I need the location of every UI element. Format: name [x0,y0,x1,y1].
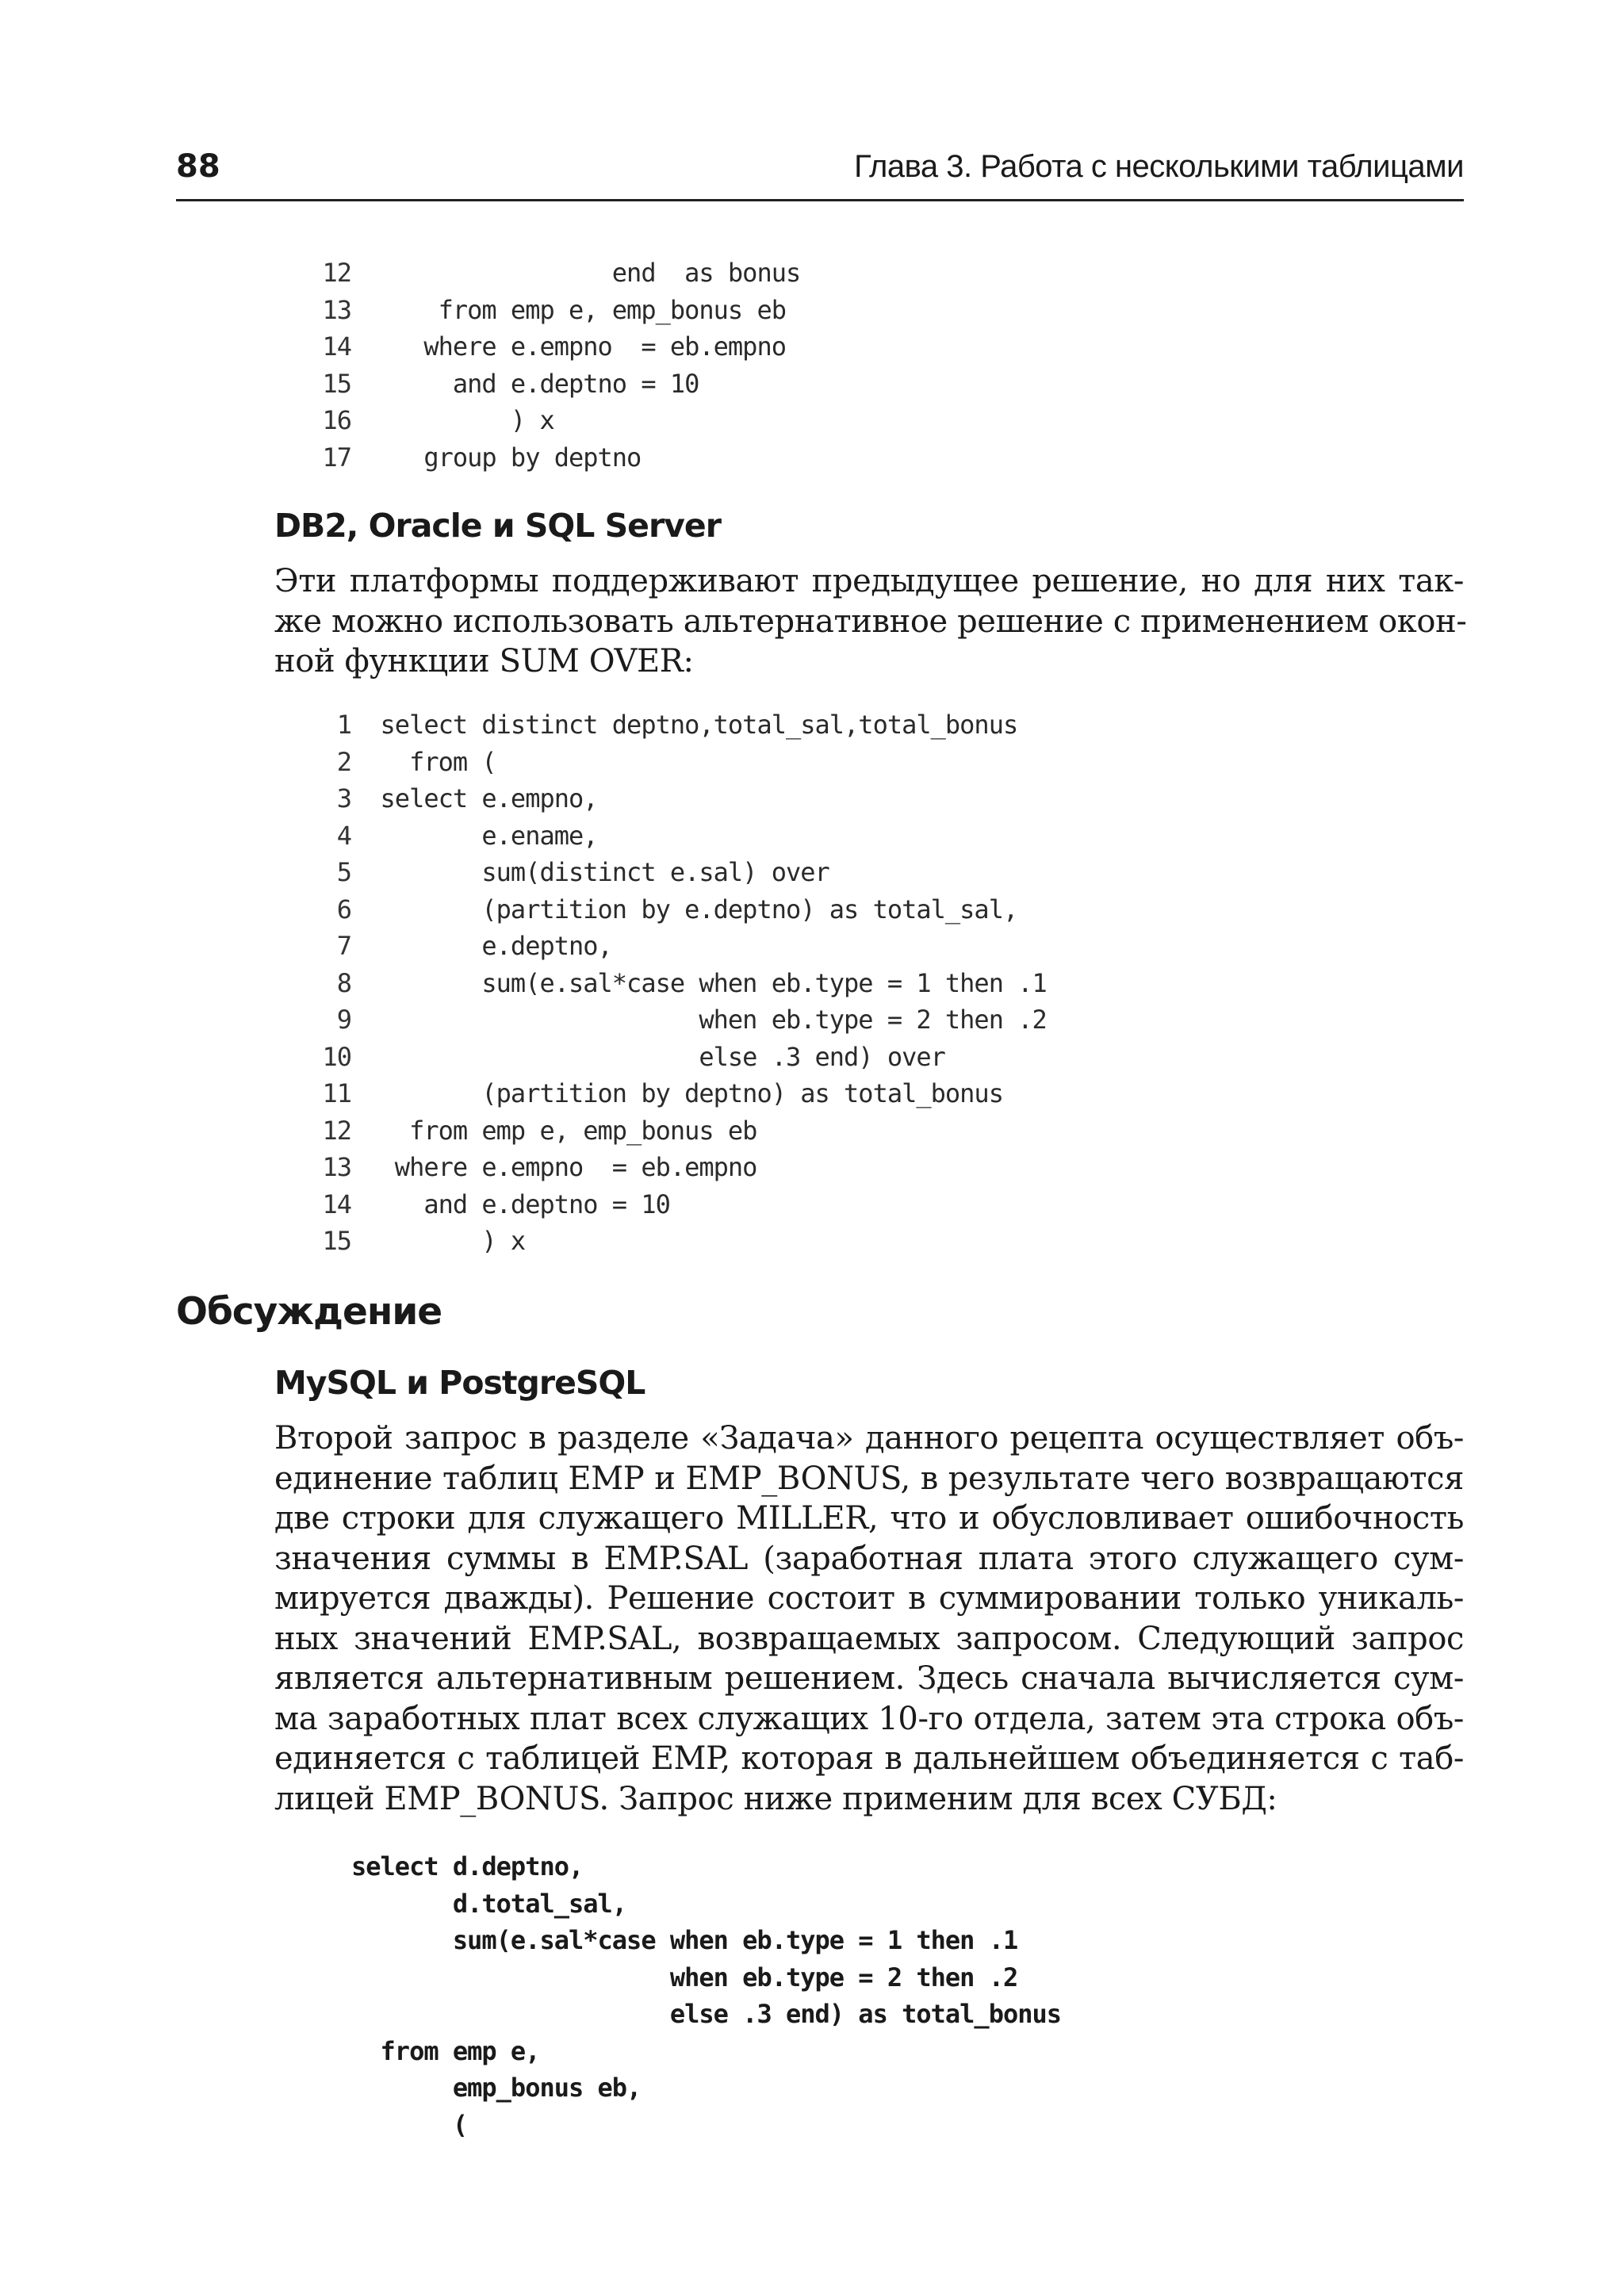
section-heading-mysql-postgresql: MySQL и PostgreSQL [274,1364,645,1402]
line-number: 12 [322,258,351,288]
code-line [282,1116,756,1146]
code-line [282,710,1017,740]
code-line: emp_bonus eb, [351,2073,642,2103]
code-line: select d.deptno, [351,1851,584,1881]
code-text: from emp e, emp_bonus eb [409,294,786,325]
paragraph-line: единяется с таблицей EMP, которая в дальнейшем объединяется с таб- [274,1740,1464,1777]
line-number: 4 [336,820,351,851]
line-number: 14 [322,1189,351,1219]
line-number: 8 [336,967,351,998]
line-number: 16 [322,405,351,435]
code-text: and e.deptno = 10 [409,368,699,399]
line-number: 10 [322,1041,351,1072]
code-line [282,968,1047,998]
code-text: e.ename, [380,820,598,851]
code-text: select e.empno, [380,783,598,813]
paragraph-line: мируется дважды). Решение состоит в суммировании только уникаль- [274,1580,1464,1617]
section-heading-db2-oracle-sqlserver: DB2, Oracle и SQL Server [274,507,721,545]
code-listing-sum-over [282,706,1047,1260]
paragraph-line: же можно использовать альтернативное решение с применением окон- [274,603,1467,640]
paragraph-mysql-discussion [274,1418,1464,1819]
paragraph-line: лицей EMP_BONUS. Запрос ниже применим для всех СУБД: [274,1780,1277,1817]
code-line: ( [351,2109,468,2140]
code-line: d.total_sal, [351,1888,627,1919]
page-number: 88 [176,148,220,185]
code-line [282,783,598,813]
chapter-title: Глава 3. Работа с несколькими таблицами [854,149,1464,184]
code-text: and e.deptno = 10 [380,1189,670,1219]
paragraph-line: значения суммы в EMP.SAL (заработная плата этого служащего сум- [274,1540,1464,1577]
line-number: 1 [336,710,351,740]
line-number: 6 [336,894,351,924]
line-number: 11 [322,1078,351,1108]
code-line: when eb.type = 2 then .2 [351,1962,1018,1992]
code-line [282,1152,756,1182]
paragraph-line: ной функции SUM OVER: [274,643,694,679]
code-line [282,894,1017,924]
code-line [282,369,699,399]
code-line [282,931,612,961]
code-listing-continued [282,255,800,476]
line-number: 3 [336,783,351,813]
code-text: else .3 end) over [380,1041,945,1072]
code-line [282,1042,945,1072]
code-text: where e.empno = eb.empno [409,331,786,362]
code-text: sum(distinct e.sal) over [380,857,829,887]
line-number: 13 [322,1152,351,1182]
paragraph-line: Второй запрос в разделе «Задача» данного рецепта осуществляет объ- [274,1420,1464,1457]
code-line: from emp e, [351,2035,540,2066]
code-text: ) x [409,405,554,435]
code-line [282,1226,525,1256]
code-text: ) x [380,1226,526,1256]
code-text: from ( [380,746,496,777]
line-number: 17 [322,442,351,473]
line-number: 14 [322,331,351,362]
line-number: 12 [322,1115,351,1146]
paragraph-db2-intro [274,561,1467,682]
code-line [282,1189,670,1219]
line-number: 7 [336,931,351,961]
code-text: where e.empno = eb.empno [380,1152,757,1182]
section-heading-discussion: Обсуждение [176,1290,442,1334]
code-text: end as bonus [409,258,801,288]
code-line [282,821,598,851]
code-line [282,405,554,435]
paragraph-line: Эти платформы поддерживают предыдущее решение, но для них так- [274,563,1464,599]
code-listing-alternative [351,1848,1061,2143]
code-text: sum(e.sal*case when eb.type = 1 then .1 [380,967,1047,998]
code-text: group by deptno [409,442,642,473]
code-line [282,442,641,473]
line-number: 5 [336,857,351,887]
code-text: when eb.type = 2 then .2 [380,1005,1047,1035]
code-text: (partition by e.deptno) as total_sal, [380,894,1018,924]
code-line: sum(e.sal*case when eb.type = 1 then .1 [351,1925,1018,1955]
code-line [282,747,496,777]
code-text: select distinct deptno,total_sal,total_bonus [380,710,1018,740]
line-number: 2 [336,746,351,777]
code-line [282,1005,1047,1035]
code-line: else .3 end) as total_bonus [351,1999,1062,2029]
line-number: 9 [336,1005,351,1035]
line-number: 13 [322,294,351,325]
code-line [282,857,829,887]
code-text: (partition by deptno) as total_bonus [380,1078,1003,1108]
paragraph-line: ма заработных плат всех служащих 10-го отдела, затем эта строка объ- [274,1700,1464,1737]
code-text: e.deptno, [380,931,612,961]
running-header [176,147,1464,201]
line-number: 15 [322,368,351,399]
paragraph-line: единение таблиц EMP и EMP_BONUS, в результате чего возвращаются [274,1460,1464,1497]
code-line [282,331,786,362]
paragraph-line: две строки для служащего MILLER, что и обусловливает ошибочность [274,1500,1464,1537]
code-line [282,258,800,288]
paragraph-line: является альтернативным решением. Здесь сначала вычисляется сум- [274,1660,1464,1697]
paragraph-line: ных значений EMP.SAL, возвращаемых запросом. Следующий запрос [274,1620,1464,1657]
code-text: from emp e, emp_bonus eb [380,1115,757,1146]
code-line [282,1078,1003,1108]
line-number: 15 [322,1226,351,1256]
code-line [282,295,786,325]
